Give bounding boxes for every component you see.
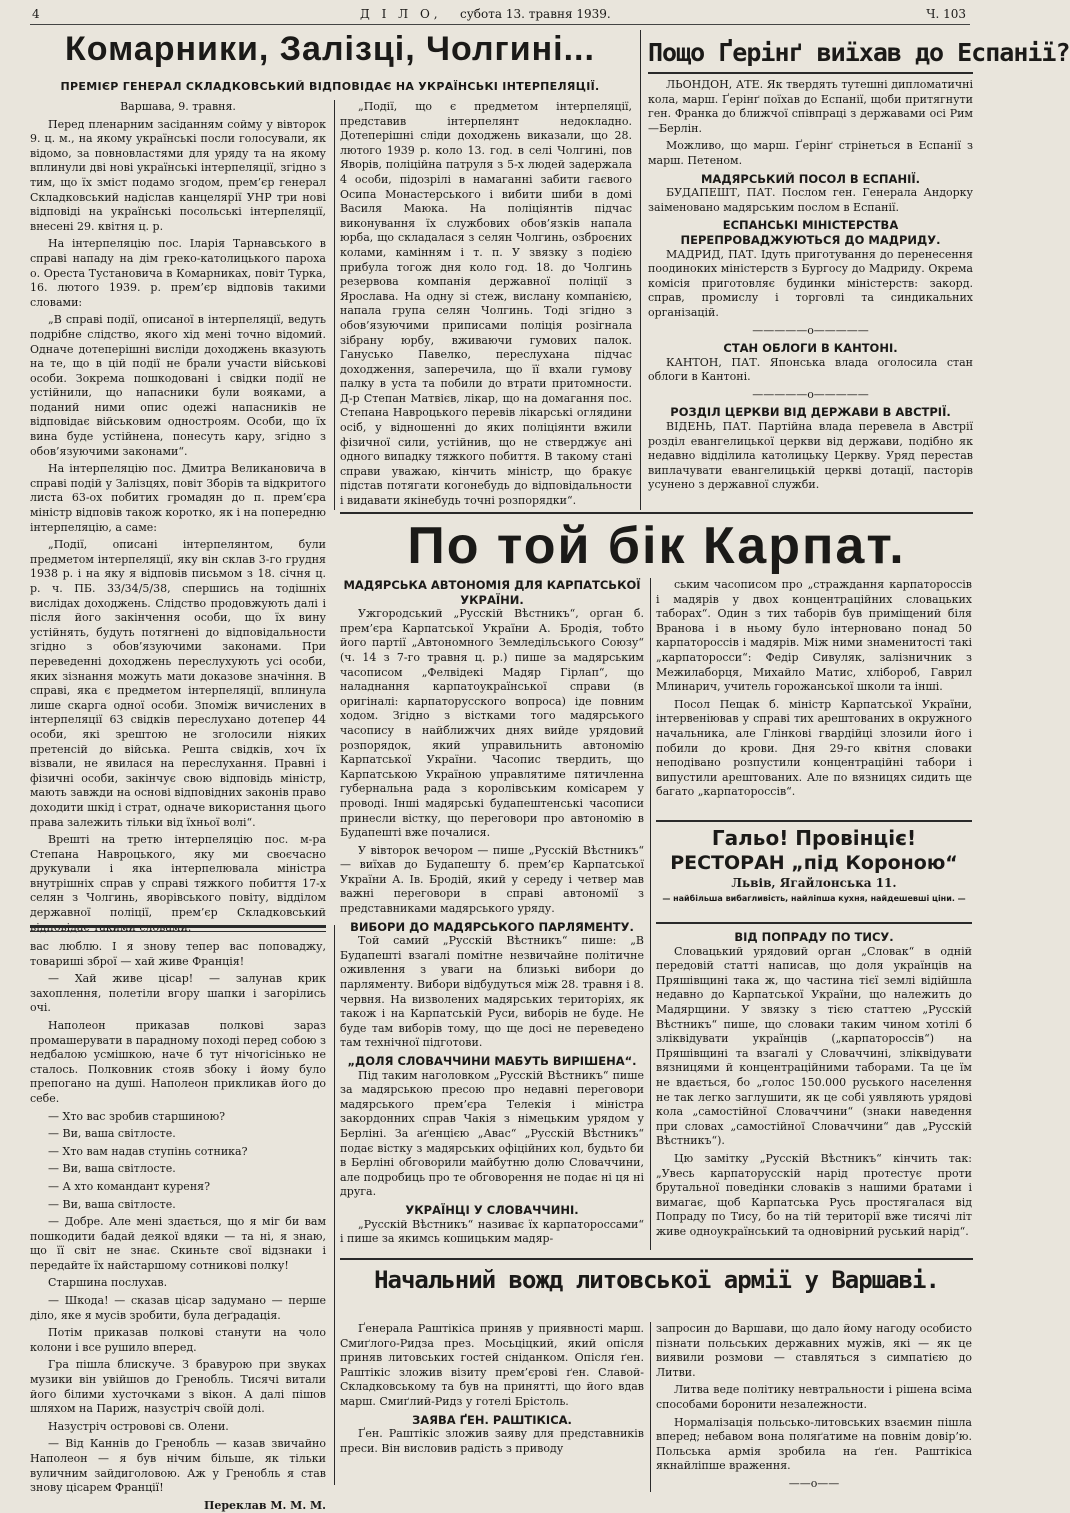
article-paragraph: „Події, що є предметом інтерпеляції, представив інтерпелянт недокладно. Дотеперішні сліди доходжень виказали, що 28. лютого 1939 р. коло 13. год. в селі Чолгині, пов Яворів, поліційна патруля з 5-х людей задержала 4 особи, підозрілі в намаганні забити гаєвого Осипа Монастерського і вибити шиби в домі Василя Маюка. На поліціянтів підчас виконування їх службових обов’язків напала юрба, що складалася з селян Чолгинь, озброєних колами, камінням і т. п. У звязку з подією прибула тогож дня коло год. 18. до Чолгинь резервова компанія державної поліції з Ярослава. На одну зі стеж, вислану компанією, напала група селян Чолгинь. Тоді згідно з обов’язуючими приписами поліція розігнала зібрану юрбу, вживаючи гумових палок. Ганусько Павелко, переслухана підчас доходження, заперечила, що її вхали гумову палку в уста та побили до втрати притомности. Д-р Степан Матвієв, лікар, що на домагання пос. Степана Навроцького перевів лікарські оглядини осіб, у відношенні до яких поліціянти вжили фізичної сили, устійнив, що не стверджує ані одного випадку тяжкого побиття. В такому стані справи уважаю, кінчить міністр, що бракує підстав потягати когонебудь до відповідальности і видавати якінебудь точні розпорядки“. (340, 100, 632, 508)
page-number: 4 (32, 7, 40, 21)
story-paragraph: — Хай живе цісар! — залунав крик захоплення, полетіли вгору шапки і загорілись очі. (30, 972, 326, 1015)
article-paragraph: ЛЬОНДОН, АТЕ. Як твердять тутешні дипломатичні кола, марш. Ґерінґ поїхав до Еспанії, щоби притягнути ген. Франка до ближчої співпраці з державами осі Рим—Берлін. (648, 78, 973, 135)
article-headline-komarnyky: Комарники, Залізці, Чолгині... (65, 30, 595, 68)
article-komarnyky-column-1 (30, 100, 327, 920)
ad-headline: Гальо! Провінціє! (711, 826, 917, 850)
column-rule (334, 100, 335, 510)
article-paragraph: МАДРИД, ПАТ. Ідуть приготування до перенесення поодиноких міністерств з Бургосу до Мадриду. Окрема комісія приготовляє будинки міністерств: закорд. справ, промислу і торговлі та синдикальних організацій. (648, 247, 973, 319)
divider (30, 925, 326, 928)
divider: —————o————— (752, 323, 869, 337)
article-poprad-tysa-column (656, 930, 972, 1250)
ad-address: Львів, Ягайлонська 11. (731, 876, 897, 890)
story-column (30, 940, 326, 1512)
article-carpathians-column-2 (656, 578, 972, 816)
article-paragraph: Ґен. Раштікіс зложив заяву для представників преси. Він висловив радість з приводу (340, 1427, 644, 1455)
divider (340, 512, 973, 514)
issue-number: Ч. 103 (926, 7, 966, 21)
article-paragraph: „В справі події, описаної в інтерпеляції, ведуть подрібне слідство, якого хід мені точно відомий. Одначе дотеперішні висліди доходжень вказують на те, що в цій події не брали участи військові особи. Зокрема пошкодовані і свідки події не устійнили, що напасники були вояками, а поданий ними опис одежі напасників не відповідає військовим одностроям. Особи, що їх вина буде устійнена, понесуть кару, згідно з обов’язуючими законами“. (30, 313, 326, 458)
column-rule (650, 1322, 651, 1492)
article-paragraph: Словацький урядовий орган „Словак“ в одній передовій статті написав, що доля українців на Пряшівщині така ж, що частина тієї землі відійшла недавно до Карпатської України, щo належить до Мадярщини. У звязку з тією статтею „Русскій Вѣстникъ“ пише, що словаки таким чином хотілі б зліквідувати українців („карпатороссів“) на Пряшівщині та взагалі у Словаччині, зліквідувати вязницями й концентраційними таборами. Та це їм не вдається, бо „голос 150.000 руського населення не так легко заглушити, як це собі уявляють урядові кола „самостійної Словаччини“ (знаки наведення при словах „самостійної Словаччини“ дав „Русскій Вѣстникъ“). (656, 944, 972, 1148)
ad-restaurant-name: РЕСТОРАН „під Короною“ (670, 852, 958, 874)
divider: ——o—— (788, 1476, 840, 1490)
subheading: ВІД ПОПРАДУ ПО ТИСУ. (734, 930, 894, 944)
article-paragraph: „Русскій Вѣстникъ“ називає їх карпатороссами“ і пише за якимсь кошицьким мадяр- (340, 1217, 644, 1246)
subheading: „ДОЛЯ СЛОВАЧЧИНИ МАБУТЬ ВИРІШЕНА“. (347, 1054, 637, 1068)
divider (30, 931, 326, 932)
article-carpathians-column-1 (340, 578, 644, 1250)
subheading: МАДЯРСЬКА АВТОНОМІЯ ДЛЯ КАРПАТСЬКОЇ УКРАЇНИ. (343, 578, 641, 607)
article-paragraph: ським часописом про „страждання карпатороссів і мадярів у двох концентраційних словацьких таборах“. Один з тих таборів був приміщений біля Вранова і в ньому було інтерновано понад 50 карпатороссів і мадярів. Між ними знаменитості такі „карпаторосси“: Федір Сивуляк, залізничник з Межилаборця, Михайло Матис, хлібороб, Гаврил Млинарич, учитель горожанської школи та інші. (656, 578, 972, 694)
article-paragraph: Ґенерала Раштікіса приняв у приявності марш. Смиґлого-Ридза през. Мосьціцкий, який опісля приняв литовських гостей сніданком. Опісля ґен. Раштікіс зложив візиту прем’єрові ґен. Славой-Складковському та був на принятті, що його вдав марш. Смиґлий-Ридз у готелі Брістоль. (340, 1322, 644, 1408)
article-paragraph: Той самий „Русскій Вѣстникъ“ пише: „В Будапешті взагалі помітне незвичайне політичне оживлення з уваги на близькі вибори до парляменту. Вибори відбудуться між 28. травня і 8. червня. На визволених мадярських територіях, як також і на Карпатській Руси, виборів не буде. Не буде там виборів тому, що ще досі не переведено там технічної підготови. (340, 934, 644, 1050)
story-paragraph: — Добре. Але мені здається, що я міг би вам пошкодити бадай деякої вдяки — та ні, я знаю, що її світ не знає. Скиньте свої відзнаки і передайте їх найстаршому сотникові полку! (30, 1215, 326, 1272)
article-paragraph: На інтерпеляцію пос. Іларія Тарнавського в справі нападу на дім греко-католицького пароха о. Ореста Тустановича в Комарниках, повіт Турка, 16. лютого 1939. р. прем’єр відповів такими словами: (30, 237, 326, 309)
article-paragraph: Ужгородський „Русскій Вѣстникъ“, орган б. прем’єра Карпатської України А. Бродія, тобто його партії „Автономного Земледільського Союзу“ (ч. 14 з 7-го травня ц. р.) пише за мадярським часописом „Фелвідекі Мадяр Гірлап“, що наладнання карпатоукраїнської справи (в оригіналі: карпаторусского вопроса) іде повним ходом. Згідно з вістками того мадярського часопису в найближчих днях вийде урядовий розпорядок, який управильнить автономію Карпатської України. Часопис твердить, що Карпатською Україною управлятиме пятичленна губернальна рада з королівським комісарем у проводі. Інші мадярські будапештенські часописи принесли вістку, що переговори про автономію в Будапешті вже почалися. (340, 607, 644, 840)
subheading: МАДЯРСЬКИЙ ПОСОЛ В ЕСПАНІЇ. (700, 171, 921, 186)
story-paragraph: Наполеон приказав полкові зараз промашерувати в парадному поході перед собою з недбалою усмішкою, наче б тут нічогісінько не сталось. Полковник стояв збоку і йому було препогано на душі. Наполеон прикликав його до себе. (30, 1018, 326, 1105)
article-paragraph: Можливо, що марш. Ґерінґ стрінеться в Еспанії з марш. Петеном. (648, 139, 973, 167)
article-paragraph: Під таким наголовком „Русскій Вѣстникъ“ пише за мадярською пресою про недавні переговори мадярського прем’єра Телекія і міністра закордонних справ Чакія з німецьким урядом у Берліні. За аґенцією „Авас“ „Русскій Вѣстникъ“ подає вістку з мадярських офіційних кол, будьто би в Берліні обговорили майбутню долю Словаччини, але подробиць про те обговорення не подає ні ця ні друга. (340, 1068, 644, 1199)
subheading: РОЗДІЛ ЦЕРКВИ ВІД ДЕРЖАВИ В АВСТРІЇ. (670, 405, 951, 420)
story-paragraph: Назустріч островові св. Олени. (48, 1419, 229, 1433)
article-dateline: Варшава, 9. травня. (120, 100, 236, 113)
article-paragraph: На інтерпеляцію пос. Дмитра Великановича в справі подій у Залізцях, повіт Зборів та відкритого листа 63-ох побитих громадян до п. прем’єра міністр відповів також коротко, як і на попередню інтерпеляцію, а саме: (30, 462, 326, 534)
issue-date: субота 13. травня 1939. (460, 7, 611, 21)
restaurant-ad (656, 826, 972, 903)
column-rule (640, 30, 641, 510)
story-signature: Переклав М. М. М. (203, 1498, 326, 1512)
article-paragraph: Врешті на третю інтерпеляцію пос. м-ра Степана Навроцького, яку ми своєчасно друкували і яка інтерпелювала міністра внутрішніх справ у справі тяжкого побиття 17-х селян з Чолгинь, яворівського повіту, відділом державної поліції, прем’єр Складковський (30, 833, 326, 920)
article-paragraph: Цю замітку „Русскій Вѣстникъ“ кінчить так: „Увесь карпаторусскій нарід протестує проти брутальної поведінки словаків з нашими братами і вимагає, щоб Карпатська Русь простягалася від Попраду по Тису, бо на тій території вже тисячі літ живе одноукраїнський та одновірний руський нарід“. (656, 1151, 972, 1238)
story-paragraph: Старшина послухав. (48, 1276, 168, 1290)
story-paragraph: — Ви, ваша світлосте. (48, 1197, 176, 1211)
article-paragraph: Посол Пещак б. міністр Карпатської України, інтервеніював у справі тих арештованих в окружного начальника, але Глінкові гвардійці злозили його і побили до крови. Дня 29-го квітня словаки неподівано розпустили концентраційні табори і випустили арештованих. Але по вязницях сидить ще багато „карпатороссів“. (656, 697, 972, 799)
story-paragraph: Гра пішла блискуче. З бравурою при звуках музики він увійшов до Гренобль. Тисячі витали його білими хусточками з вікон. А далі пішов шляхом на Париж, назустріч своїй долі. (30, 1358, 326, 1416)
article-lithuania-column-2 (656, 1322, 972, 1497)
story-paragraph: — Від Каннів до Гренобль — казав звичайно Наполеон — я був нічим більше, як тільки вуличним зайдиголовою. Аж у Гренобль я став знову цісарем Франції! (30, 1437, 326, 1495)
article-paragraph: „Події, описані інтерпелянтом, були предметом інтерпеляції, яку він склав 3-го грудня 1938 р. і на яку я відповів письмом з 18. січня ц. р. ч. ПБ. 33/34/5/38, спершись на тодішніх вислідах доходжень. Слідство продовжують далі і після його закінчення особи, що їх вину устійнять, будуть потягнені до відповідальности згідно з обов’язуючими законами. При переведенні доходжень переслухують усі особи, яких зізнання можуть мати доказове значіння. В справі, яка є предметом інтерпеляції, вплинула лише скарга одної особи. Зпоміж вичислених в інтерпеляції 63 свідків переслухано дотепер 44 особи, які зрештою не зголосили ніяких претенсій до війська. Решта свідків, хоч їх візвали, не явилася на переслухання. Правні і фізичні особи, закінчує свою відповідь міністр, мають завжди на основі відповідних законів право доходити шкід і страт, одначе використання цього права залежить тільки від їхньої волі“. (30, 538, 327, 829)
newspaper-title: Д І Л О, (360, 7, 442, 21)
subheading: СТАН ОБЛОГИ В КАНТОНІ. (723, 341, 898, 356)
article-paragraph: Перед пленарним засіданням сойму у вівторок 9. ц. м., на якому українські посли голосували, як відомо, за повновластями для уряду та на якому вплинули дві нові українські інтерпеляції, згідно з тим, що їх зміст подамо згодом, прем’єр генерал Складковський надіслав канцелярії УНР три нові відповіді на українські посольські інтерпеляції, внесені 29. квітня ц. р. (30, 117, 326, 233)
article-headline-lithuania: Начальний вожд литовської армії у Варшаві. (374, 1266, 939, 1294)
story-paragraph: вас люблю. І я знову тепер вас поповаджу, товариші зброї — хай живе Франція! (30, 940, 326, 968)
subheading: ВИБОРИ ДО МАДЯРСЬКОГО ПАРЛЯМЕНТУ. (350, 919, 634, 934)
article-paragraph: Нормалізація польсько-литовських взаємин пішла вперед; небавом вона поляґатиме на повнім довір’ю. Польська армія зробила на ґен. Раштікіса якнайліпше враження. (656, 1415, 972, 1473)
divider (656, 922, 972, 924)
divider (648, 72, 973, 74)
story-paragraph: — Хто вам надав ступінь сотника? (48, 1144, 248, 1158)
article-paragraph: ВІДЕНЬ, ПАТ. Партійна влада перевела в Австрії розділ евангелицької церкви від держави, подібно як недавно відділила католицьку Церкву. Уряд перестав виплачувати евангелицькій церкві дотації, пасторів усунено з державної служби. (648, 420, 973, 492)
story-paragraph: Потім приказав полкові станути на чоло колони і все рушило вперед. (30, 1326, 326, 1354)
divider (656, 820, 972, 822)
subheading: ЕСПАНСЬКІ МІНІСТЕРСТВА ПЕРЕПРОВАДЖУЮТЬСЯ ДО МАДРИДУ. (680, 218, 941, 247)
article-headline-carpathians: По той бік Карпат. (407, 517, 906, 575)
column-rule (650, 578, 651, 1250)
article-goering-column (648, 78, 973, 510)
story-paragraph: — Шкода! — сказав цісар задумано — перше діло, яке я мусів зробити, була деґрадація. (30, 1294, 326, 1322)
subheading: УКРАЇНЦІ У СЛОВАЧЧИНІ. (405, 1202, 579, 1217)
story-paragraph: — Ви, ваша світлосте. (48, 1127, 176, 1141)
divider: —————o————— (752, 387, 869, 401)
article-headline-goering: Пощо Ґерінґ виїхав до Еспанії? (648, 38, 1070, 67)
story-paragraph: — А хто командант куреня? (48, 1179, 210, 1193)
article-komarnyky-column-2 (340, 100, 632, 510)
article-paragraph: запросин до Варшави, що дало йому нагоду особисто пізнати польських державних мужів, які — як це виявили розмови — ставляться з симпатією до Литви. (656, 1322, 972, 1379)
article-paragraph: БУДАПЕШТ, ПАТ. Послом ген. Генерала Андорку заіменовано мадярським послом в Еспанії. (648, 186, 973, 214)
article-lithuania-column-1 (340, 1322, 644, 1497)
column-rule (334, 925, 335, 1485)
article-paragraph: КАНТОН, ПАТ. Японська влада оголосила стан облоги в Кантоні. (648, 355, 973, 384)
story-paragraph: — Ви, ваша світлосте. (48, 1162, 176, 1176)
story-paragraph: — Хто вас зробив старшиною? (48, 1109, 226, 1123)
masthead (30, 4, 970, 25)
ad-tagline: — найбільша вибагливість, найліпша кухня, найдешевші ціни. — (662, 894, 966, 903)
divider (340, 1258, 973, 1260)
article-subhead-premier: ПРЕМІЄР ГЕНЕРАЛ СКЛАДКОВСЬКИЙ ВІДПОВІДАЄ НА УКРАЇНСЬКІ ІНТЕРПЕЛЯЦІЇ. (60, 80, 600, 93)
article-paragraph: Литва веде політику невтральности і рішена всіма способами боронити незалежности. (656, 1383, 972, 1411)
article-paragraph: У вівторок вечором — пише „Русскій Вѣстникъ“ — виїхав до Будапешту б. прем’єр Карпатської України А. Ів. Бродій, який у середу і четвер мав важні переговори в справі автономії з представниками мадярського уряду. (340, 843, 644, 916)
subheading: ЗАЯВА ҐЕН. РАШТІКІСА. (412, 1412, 572, 1427)
